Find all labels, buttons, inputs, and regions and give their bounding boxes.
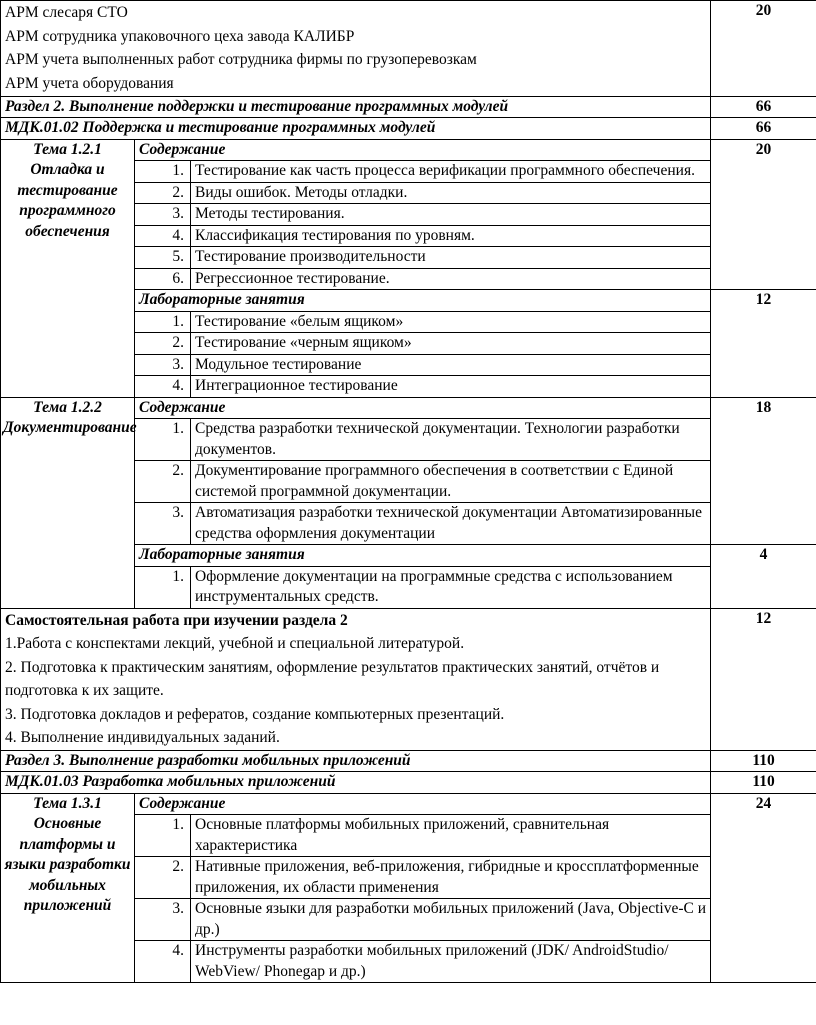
item-text: Методы тестирования. bbox=[191, 204, 711, 226]
item-number: 1. bbox=[135, 311, 191, 333]
item-number: 2. bbox=[135, 333, 191, 355]
item-text: Нативные приложения, веб-приложения, гибридные и кроссплатформенные приложения, их области применения bbox=[191, 857, 711, 899]
table-row bbox=[1, 608, 816, 750]
table-row bbox=[1, 397, 816, 419]
item-number: 4. bbox=[135, 941, 191, 983]
hours-cell: 12 bbox=[711, 608, 816, 750]
table-row bbox=[1, 96, 816, 118]
item-text: Средства разработки технической документации. Технологии разработки документов. bbox=[191, 419, 711, 461]
item-text: Инструменты разработки мобильных приложений (JDK/ AndroidStudio/ WebView/ Phonegap и др.) bbox=[191, 941, 711, 983]
hours-cell: 24 bbox=[711, 793, 816, 983]
item-number: 3. bbox=[135, 354, 191, 376]
item-text: Классификация тестирования по уровням. bbox=[191, 225, 711, 247]
item-text: Интеграционное тестирование bbox=[191, 376, 711, 398]
content-label: Содержание bbox=[135, 793, 711, 815]
independent-work-title: Самостоятельная работа при изучении раздела 2 bbox=[5, 611, 348, 629]
item-number: 6. bbox=[135, 268, 191, 290]
topic-title: Тема 1.3.1 Основные платформы и языки разработки мобильных приложений bbox=[1, 793, 135, 983]
list-item: 2. Подготовка к практическим занятиям, оформление результатов практических занятий, отчётов и подготовка к их защите. bbox=[5, 658, 660, 700]
table-row bbox=[1, 772, 816, 794]
item-number: 1. bbox=[135, 815, 191, 857]
hours-cell: 12 bbox=[711, 290, 816, 398]
item-text: Основные платформы мобильных приложений, сравнительная характеристика bbox=[191, 815, 711, 857]
mdk-heading: МДК.01.03 Разработка мобильных приложений bbox=[1, 772, 711, 794]
list-item: АРМ слесаря СТО bbox=[5, 4, 128, 21]
item-number: 3. bbox=[135, 899, 191, 941]
list-item: АРМ учета выполненных работ сотрудника фирмы по грузоперевозкам bbox=[5, 51, 477, 69]
item-text: Модульное тестирование bbox=[191, 354, 711, 376]
item-number: 1. bbox=[135, 419, 191, 461]
item-number: 2. bbox=[135, 857, 191, 899]
item-text: Тестирование производительности bbox=[191, 247, 711, 269]
item-text: Тестирование «черным ящиком» bbox=[191, 333, 711, 355]
list-item: 1.Работа с конспектами лекций, учебной и специальной литературой. bbox=[5, 635, 465, 653]
section-heading: Раздел 3. Выполнение разработки мобильных приложений bbox=[1, 750, 711, 772]
section-heading: Раздел 2. Выполнение поддержки и тестирование программных модулей bbox=[1, 96, 711, 118]
list-item: АРМ учета оборудования bbox=[5, 75, 174, 93]
lab-label: Лабораторные занятия bbox=[135, 545, 711, 567]
table-row bbox=[1, 750, 816, 772]
topic-title: Тема 1.2.2 Документирование bbox=[1, 397, 135, 608]
hours-cell: 66 bbox=[711, 118, 816, 140]
item-number: 4. bbox=[135, 225, 191, 247]
table-row bbox=[1, 1, 816, 97]
list-item: 4. Выполнение индивидуальных заданий. bbox=[5, 729, 280, 747]
list-item: АРМ сотрудника упаковочного цеха завода КАЛИБР bbox=[5, 27, 355, 45]
item-number: 3. bbox=[135, 503, 191, 545]
item-number: 1. bbox=[135, 161, 191, 183]
item-number: 3. bbox=[135, 204, 191, 226]
table-row bbox=[1, 793, 816, 815]
mdk-heading: МДК.01.02 Поддержка и тестирование программных модулей bbox=[1, 118, 711, 140]
item-text: Виды ошибок. Методы отладки. bbox=[191, 182, 711, 204]
item-text: Основные языки для разработки мобильных приложений (Java, Objective-C и др.) bbox=[191, 899, 711, 941]
item-number: 2. bbox=[135, 461, 191, 503]
item-number: 2. bbox=[135, 182, 191, 204]
item-text: Тестирование как часть процесса верификации программного обеспечения. bbox=[191, 161, 711, 183]
hours-cell: 4 bbox=[711, 545, 816, 609]
hours-cell: 20 bbox=[711, 1, 816, 97]
item-text: Тестирование «белым ящиком» bbox=[191, 311, 711, 333]
list-item: 3. Подготовка докладов и рефератов, создание компьютерных презентаций. bbox=[5, 705, 505, 723]
topic-title: Тема 1.2.1 Отладка и тестирование программного обеспечения bbox=[1, 139, 135, 397]
hours-cell: 110 bbox=[711, 772, 816, 794]
item-text: Документирование программного обеспечения в соответствии с Единой системой программной документации. bbox=[191, 461, 711, 503]
item-text: Регрессионное тестирование. bbox=[191, 268, 711, 290]
independent-work bbox=[1, 608, 711, 750]
table-row bbox=[1, 139, 816, 161]
hours-cell: 18 bbox=[711, 397, 816, 545]
item-number: 4. bbox=[135, 376, 191, 398]
hours-cell: 66 bbox=[711, 96, 816, 118]
item-text: Оформление документации на программные средства с использованием инструментальных средств. bbox=[191, 566, 711, 608]
item-number: 1. bbox=[135, 566, 191, 608]
item-text: Автоматизация разработки технической документации Автоматизированные средства оформления документации bbox=[191, 503, 711, 545]
item-number: 5. bbox=[135, 247, 191, 269]
hours-cell: 20 bbox=[711, 139, 816, 290]
workstation-list bbox=[1, 1, 711, 97]
content-label: Содержание bbox=[135, 139, 711, 161]
table-row bbox=[1, 118, 816, 140]
hours-cell: 110 bbox=[711, 750, 816, 772]
content-label: Содержание bbox=[135, 397, 711, 419]
lab-label: Лабораторные занятия bbox=[135, 290, 711, 312]
